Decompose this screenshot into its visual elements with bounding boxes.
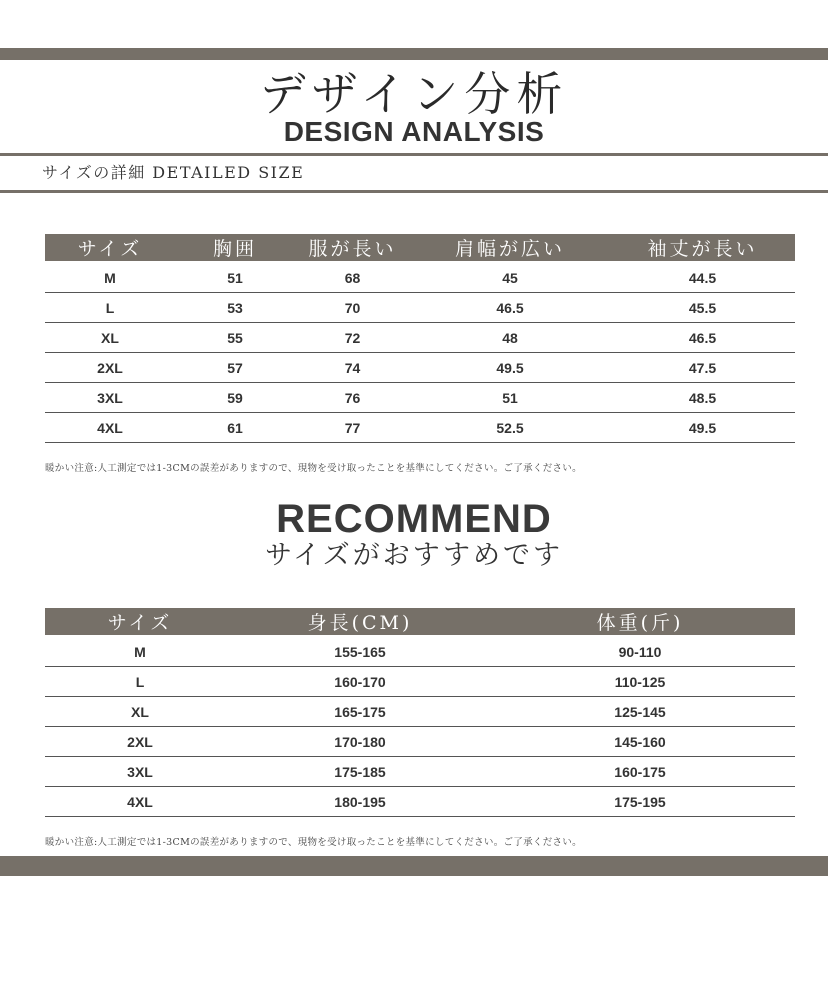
cell-length: 72 xyxy=(295,323,410,353)
cell-sleeve: 48.5 xyxy=(610,383,795,413)
cell-size: 2XL xyxy=(45,727,235,757)
table-row xyxy=(45,635,795,667)
recommend-table-header xyxy=(45,608,795,635)
cell-sleeve: 45.5 xyxy=(610,293,795,323)
cell-height: 160-170 xyxy=(235,667,485,697)
recommend-title-jp: サイズがおすすめです xyxy=(264,540,564,571)
cell-height: 180-195 xyxy=(235,787,485,817)
cell-weight: 90-110 xyxy=(485,635,795,667)
header-size: サイズ xyxy=(45,234,175,261)
cell-chest: 57 xyxy=(175,353,295,383)
table-row xyxy=(45,413,795,443)
cell-chest: 55 xyxy=(175,323,295,353)
cell-sleeve: 47.5 xyxy=(610,353,795,383)
cell-weight: 125-145 xyxy=(485,697,795,727)
header-weight: 体重(斤) xyxy=(485,608,795,635)
cell-size: XL xyxy=(45,323,175,353)
cell-weight: 110-125 xyxy=(485,667,795,697)
cell-size: M xyxy=(45,261,175,293)
cell-length: 77 xyxy=(295,413,410,443)
cell-chest: 61 xyxy=(175,413,295,443)
table-row xyxy=(45,261,795,293)
cell-size: L xyxy=(45,293,175,323)
cell-shoulder: 48 xyxy=(410,323,610,353)
cell-weight: 145-160 xyxy=(485,727,795,757)
header-shoulder: 肩幅が広い xyxy=(410,234,610,261)
recommend-title-en: RECOMMEND xyxy=(276,497,552,541)
page-title-en: DESIGN ANALYSIS xyxy=(283,116,545,147)
size-table-header xyxy=(45,234,795,261)
cell-size: M xyxy=(45,635,235,667)
cell-shoulder: 46.5 xyxy=(410,293,610,323)
cell-length: 76 xyxy=(295,383,410,413)
header-sleeve: 袖丈が長い xyxy=(610,234,795,261)
table-row xyxy=(45,787,795,817)
cell-height: 155-165 xyxy=(235,635,485,667)
cell-sleeve: 49.5 xyxy=(610,413,795,443)
page-title-jp: デザイン分析 xyxy=(259,67,569,121)
size-table xyxy=(45,234,795,443)
cell-shoulder: 51 xyxy=(410,383,610,413)
recommend-table xyxy=(45,608,795,817)
table-row xyxy=(45,757,795,787)
cell-weight: 175-195 xyxy=(485,787,795,817)
header-chest: 胸囲 xyxy=(175,234,295,261)
cell-size: 2XL xyxy=(45,353,175,383)
table-row xyxy=(45,667,795,697)
header-length: 服が長い xyxy=(295,234,410,261)
cell-size: XL xyxy=(45,697,235,727)
cell-size: 4XL xyxy=(45,413,175,443)
cell-chest: 53 xyxy=(175,293,295,323)
measurement-note: 暖かい注意:人工測定では1-3CMの誤差がありますので、現物を受け取ったことを基準にしてください。ご了承ください。 xyxy=(45,463,582,474)
cell-shoulder: 49.5 xyxy=(410,353,610,383)
cell-chest: 59 xyxy=(175,383,295,413)
table-row xyxy=(45,323,795,353)
cell-size: 4XL xyxy=(45,787,235,817)
cell-shoulder: 52.5 xyxy=(410,413,610,443)
cell-length: 70 xyxy=(295,293,410,323)
detailed-size-label: サイズの詳細 DETAILED SIZE xyxy=(42,163,305,182)
cell-height: 165-175 xyxy=(235,697,485,727)
cell-length: 74 xyxy=(295,353,410,383)
cell-length: 68 xyxy=(295,261,410,293)
cell-weight: 160-175 xyxy=(485,757,795,787)
table-row xyxy=(45,293,795,323)
header-height: 身長(CM) xyxy=(235,608,485,635)
cell-height: 175-185 xyxy=(235,757,485,787)
measurement-note: 暖かい注意:人工測定では1-3CMの誤差がありますので、現物を受け取ったことを基準にしてください。ご了承ください。 xyxy=(45,837,582,848)
table-row xyxy=(45,697,795,727)
divider-top xyxy=(0,153,828,156)
table-row xyxy=(45,727,795,757)
table-row xyxy=(45,383,795,413)
cell-size: 3XL xyxy=(45,383,175,413)
cell-chest: 51 xyxy=(175,261,295,293)
bottom-band xyxy=(0,856,828,876)
cell-shoulder: 45 xyxy=(410,261,610,293)
divider-bottom xyxy=(0,190,828,193)
top-band xyxy=(0,48,828,60)
cell-sleeve: 46.5 xyxy=(610,323,795,353)
cell-sleeve: 44.5 xyxy=(610,261,795,293)
header-size: サイズ xyxy=(45,608,235,635)
cell-size: 3XL xyxy=(45,757,235,787)
cell-height: 170-180 xyxy=(235,727,485,757)
cell-size: L xyxy=(45,667,235,697)
table-row xyxy=(45,353,795,383)
